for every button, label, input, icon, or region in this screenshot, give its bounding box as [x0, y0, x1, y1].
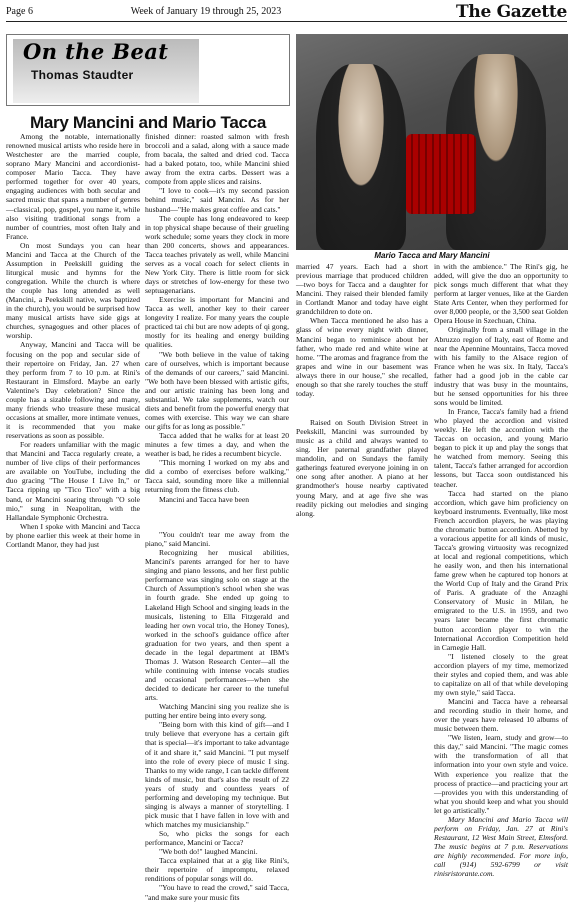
article-column-2 [145, 132, 289, 514]
paragraph: Mancini and Tacca have been [159, 494, 249, 504]
paragraph: Mancini and Tacca have a rehearsal and recording studio in their home, and over the years have released 10 albums of music between them. [434, 697, 568, 734]
paragraph: "We listen, learn, study and grow—to this day," said Mancini. "The magic comes with the transformation of all that information into your own style and voice. With experience you realize that the process of practice—and practicing your art—provides you with this understanding of what you should keep and what you should let go artistically." [434, 733, 568, 815]
paragraph: When Tacca mentioned he also has a glass of wine every night with dinner, Mancini began to reminisce about her father, who made red and white wine at home. "The aromas and fragrance from the grapes and wine in our basement was always there in our house," she recalled, enough so that she rarely touches the stuff today. [296, 316, 428, 398]
paragraph: Originally from a small village in the Abruzzo region of Italy, east of Rome and near the Apennine Mountains, Tacca moved with his family to the Alsace region of France when he was six. In Italy, Tacca's father had a good job in the cable car industry that was busy in the mountains, but he sensed opportunities for his three sons would be limited. [434, 325, 568, 407]
paragraph: On most Sundays you can hear Mancini and Tacca at the Church of the Assumption in Peekskill guiding the liturgical music and hymns for the congregation. While the church is where the couple has long attended as well (Mancini, a Peekskill native, was baptized in the church), you would be surprised how many musical artists have side gigs at churches, synagogues and other places of worship. [6, 240, 140, 341]
column-author: Thomas Staudter [31, 68, 134, 82]
paragraph: Watching Mancini sing you realize she is putting her entire being into every song. [145, 702, 289, 721]
issue-date: Week of January 19 through 25, 2023 [130, 6, 282, 17]
photo-caption: Mario Tacca and Mary Mancini [374, 251, 490, 260]
paragraph: Tacca explained that at a gig like Rini's, their repertoire of impromptu, relaxed renditions of popular songs will do. [145, 856, 289, 884]
paragraph: In France, Tacca's family had a friend who played the accordion and visited weekly. He left the accordion with the Taccas on occasion, and young Mario began to pick it up and play the songs that he watched from memory. Seeing this talent, Tacca's father arranged for accordion lessons, but Tacca soon outdistanced his teacher. [434, 407, 568, 489]
article-column-2-lower [145, 530, 289, 902]
column-title: On the Beat [23, 39, 169, 64]
article-column-3 [296, 262, 428, 414]
paragraph: "You have to read the crowd," said Tacca, "and make sure your music fits [145, 883, 289, 902]
article-column-3-lower [296, 418, 428, 742]
paragraph: Exercise is important for Mancini and Tacca as well, another key to their career longevity I realize. For many years the couple practiced tai chi but are now adepts of qi gong, mostly for its healing and energy building qualities. [145, 295, 289, 350]
photo-figure-woman [316, 64, 406, 250]
paragraph: "This morning I worked on my abs and did a combo of exercises before walking," Tacca said, sounding more like a millennial returning from the fitness club. [145, 458, 289, 495]
paragraph: When I spoke with Mancini and Tacca by phone earlier this week at their home in Cortlandt Manor, they had just [6, 521, 140, 549]
article-column-1 [6, 132, 140, 742]
article-photo [296, 34, 568, 250]
page-header [6, 2, 567, 22]
paragraph: The couple has long endeavored to keep in top physical shape because of their grueling work schedule; some years they clock in more than 200 concerts, shows and appearances. Tacca teaches privately as well, while Mancini serves as a vocal coach for select clients in New York City. There is little room for sick days or stretches of low-energy for these two septuagenarians. [145, 213, 289, 296]
paragraph: Among the notable, internationally renowned musical artists who reside here in Westchester are the married couple, soprano Mary Mancini and accordionist-composer Mario Tacca. They have performed together for over 40 years, engaging audiences with both secular and sacred music that spans a number of genres—classical, pop, gospel, you name it, while also visiting traditional songs from a number of countries, most often Italy and France. [6, 132, 140, 241]
paragraph: Tacca added that he walks for at least 20 minutes a few times a day, and when the weather is bad, he rides a recumbent bicycle. [145, 431, 289, 459]
paragraph: "You couldn't tear me away from the piano," said Mancini. [145, 530, 289, 549]
event-signoff: Mary Mancini and Mario Tacca will perform on Friday, Jan. 27 at Rini's Restaurant, 12 West Main Street, Elmsford. The music begins at 7 p.m. Reservations are highly recommended. For more info, call (914) 592-6799 or visit rinisristorante.com. [434, 814, 568, 879]
paragraph: For readers unfamiliar with the magic that Mancini and Tacca regularly create, a number of live clips of their performances are available on YouTube, including the duo gracing "The House I Live In," or Tacca ripping up "Tico Tico" with a big band, or Mancini soaring through "O sole mio," sung in Neapolitan, with the Hallandale Symphonic Orchestra. [6, 440, 140, 522]
paragraph: married 47 years. Each had a short previous marriage that produced children—two boys for Tacca and a daughter for Mancini. They raised their blended family in Cortlandt Manor and today have eight grandchildren to dote on. [296, 262, 428, 317]
paragraph: So, who picks the songs for each performance, Mancini or Tacca? [145, 829, 289, 848]
paragraph: Raised on South Division Street in Peekskill, Mancini was surrounded by music as a child and always wanted to sing. Her paternal grandfather played mandolin, and on Sundays the family gatherings featured everyone joining in on one song after another. A piano at her grandmother's house nearby captivated young Mary, and at age five she was readily picking out melodies and singing along. [296, 418, 428, 518]
paragraph: "We both do!" laughed Mancini. [159, 847, 258, 857]
column-banner [6, 34, 290, 106]
paragraph: in with the ambience." The Rini's gig, he added, will give the duo an opportunity to pick songs much different that what they perform at larger venues, like at the Garden State Arts Center, when they performed for over 8,000 people, or the 3,500 seat Golden Opera House in Szechuan, China. [434, 262, 568, 326]
newspaper-title: The Gazette [456, 1, 567, 22]
paragraph: Anyway, Mancini and Tacca will be focusing on the pop and secular side of their repertoire on Friday, Jan. 27 when they perform from 7 to 10 p.m. at Rini's Restaurant in Elmsford. Maybe an early Valentine's Day celebration? Since the couple has a sizable following and many, many friends who treasure these musical occasions at smaller, more intimate venues, it is recommended that you make reservations as soon as possible. [6, 340, 140, 441]
article-column-4 [434, 262, 568, 879]
paragraph: Recognizing her musical abilities, Mancini's parents arranged for her to have singing and piano lessons, and her first public performance was singing solo on stage at the Church of Assumption's school when she was in fourth grade. She ended up going to Lakeland High School and singing leads in the musicals, listening to Ella Fitzgerald and leading her own vocal trio, the Honey Tones), worked in the school's guidance office after graduation for two years, and then spent a decade in the legal department at IBM's Thomas J. Watson Research Center—all the while continuing with intense vocals studies and occasional performances—when she decided to dedicate her career to the tuneful arts. [145, 548, 289, 703]
paragraph: "Being born with this kind of gift—and I truly believe that everyone has a certain gift that is special—it's important to take advantage of it and share it," said Mancini. "I put myself into the role of every piece of music I sing. Thanks to my wide range, I can tackle different kinds of music, but that's also the result of 22 years of study and countless years of performing and developing my technique. But singing is always a manner of storytelling. I pick music that I have fallen in love with and which matches my musicianship." [145, 720, 289, 829]
article-headline: Mary Mancini and Mario Tacca [30, 113, 266, 132]
paragraph: "I listened closely to the great accordion players of my time, memorized their styles and copied them, and was able to capitalize on all of that while developing my own style," said Tacca. [434, 651, 568, 697]
paragraph: finished dinner: roasted salmon with fresh broccoli and a salad, along with a sauce made from bacala, the salted and dried cod. Tacca had a baked potato, too, while Mancini shied away from the extra carbs. Dessert was a compote from apple slices and raisins. [145, 132, 289, 187]
paragraph: "We both believe in the value of taking care of ourselves, which is important because of the demands of our careers," said Mancini. "We both have been blessed with artistic gifts, and our artistic training has been long and substantial. We take supplements, watch our diets and benefit from the powerful energy that comes with exercise. This way we can share our gifts for as long as possible." [145, 349, 289, 431]
page-number: Page 6 [6, 6, 33, 17]
paragraph: "I love to cook—it's my second passion behind music," said Mancini. As for her husband—"He makes great coffee and cats." [145, 186, 289, 214]
accordion-image [406, 134, 476, 214]
paragraph: Tacca had started on the piano accordion, which gave him proficiency on keyboard instruments. Eventually, like most French accordion players, he was playing the chromatic button accordion. Abetted by a voracious appetite for all kinds of music, Tacca's growing virtuosity was recognized at local and regional competitions, which he easily won, and then his international fame grew when he captured top honors at the World Cup of Italy and the Grand Prix of Paris. A graduate of the Anzaghi Conservatory of Music in Milan, he emigrated to the U.S. in 1959, and two years later became the first chromatic button accordion player to win the International Accordion Competition held in Carnegie Hall. [434, 488, 568, 652]
